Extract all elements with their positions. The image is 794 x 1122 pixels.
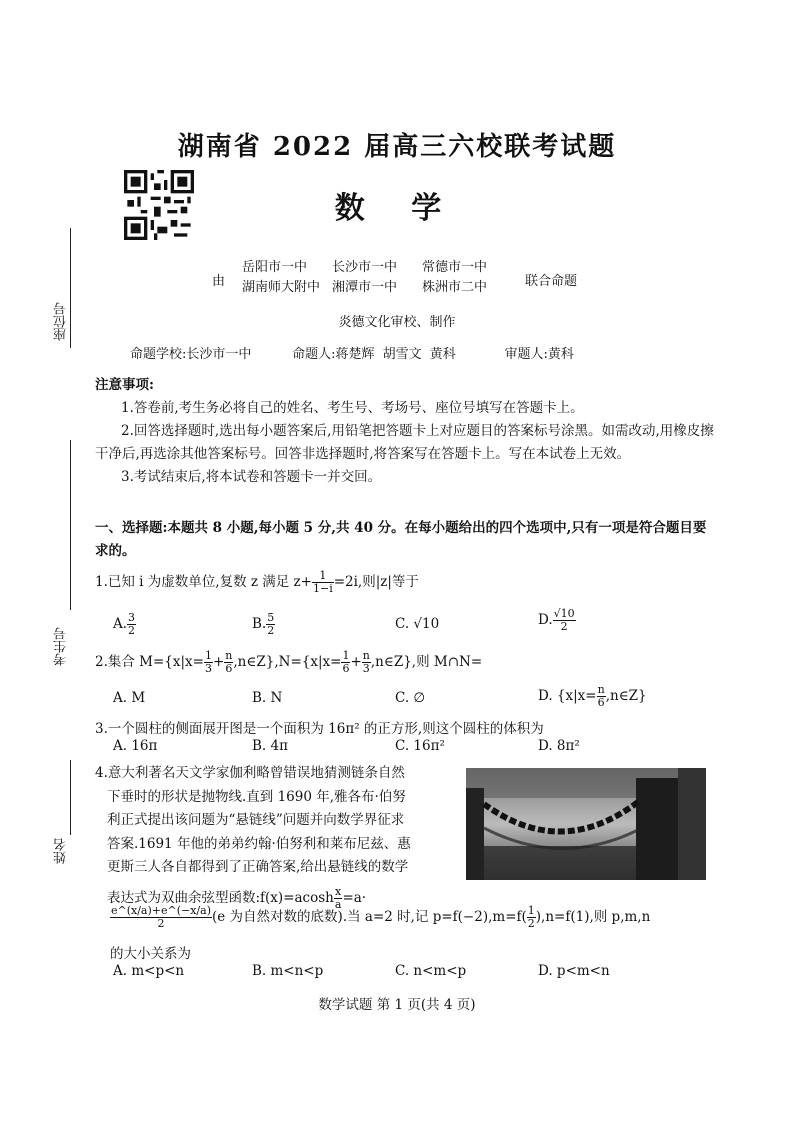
option-b: B. 4π	[252, 738, 288, 754]
question-text: =2i,则|z|等于	[333, 574, 419, 590]
option-b: B. m<n<p	[252, 963, 324, 979]
option-d: D. 8π²	[538, 738, 580, 754]
school-item: 岳阳市一中	[242, 260, 308, 275]
option-d: D. $\frac{√10}{2}$	[538, 607, 575, 633]
school-list	[242, 258, 517, 298]
school-item: 湘潭市一中	[332, 280, 398, 295]
exam-title: 湖南省 2022 届高三六校联考试题	[177, 132, 617, 162]
school-label: 命题学校:长沙市一中	[130, 347, 252, 362]
notes-section	[95, 374, 715, 489]
option-c: C. ∅	[395, 690, 426, 706]
name-label: 姓名	[54, 838, 69, 864]
question-4-cont: 的大小关系为	[110, 946, 191, 962]
section-heading: 一、选择题:本题共 8 小题,每小题 5 分,共 40 分。在每小题给出的四个选项中,只有一项是符合题目要求的。	[95, 520, 707, 559]
chain-photo	[466, 768, 706, 880]
qr-code	[124, 170, 194, 240]
option-a: A. $\frac{3}{2}$	[113, 611, 136, 637]
seat-number-label: 座位号	[54, 302, 69, 341]
exam-id-label: 考生号	[54, 627, 69, 666]
notes-heading: 注意事项:	[95, 377, 154, 393]
school-item: 株洲市二中	[422, 280, 488, 295]
option-c: C. n<m<p	[395, 963, 467, 979]
option-c: C. 16π²	[395, 738, 445, 754]
question-3: 3.一个圆柱的侧面展开图是一个面积为 16π² 的正方形,则这个圆柱的体积为	[95, 721, 544, 737]
question-text: 1.已知 i 为虚数单位,复数 z 满足 z+	[95, 574, 312, 590]
option-b: B. N	[252, 690, 283, 706]
note-item: 3.考试结束后,将本试卷和答题卡一并交回。	[121, 469, 382, 485]
page-footer: 数学试题 第 1 页(共 4 页)	[318, 997, 476, 1013]
setters-label: 命题人:蒋楚辉 胡雪文 黄科	[292, 347, 456, 362]
question-4-cont: $\frac{e\^{}(x/a)+e\^{}(-x/a)}{2}$ (e 为自然对数的底数).当 a=2 时,记 p=f(−2),m=f( $\frac{1}{2}$ ),n=f(1),则 p,m,n	[111, 904, 651, 930]
option-d: D. p<m<n	[538, 963, 610, 979]
option-a: A. 16π	[113, 738, 158, 754]
school-item: 长沙市一中	[332, 260, 398, 275]
option-b: B. $\frac{5}{2}$	[252, 611, 275, 637]
option-c: C. √10	[395, 616, 440, 632]
review-line: 炎德文化审校、制作	[338, 315, 456, 330]
joint-label: 联合命题	[525, 274, 578, 289]
school-item: 湖南师大附中	[242, 280, 321, 295]
option-a: A. M	[113, 690, 146, 706]
question-4: 4.意大利著名天文学家伽利略曾错误地猜测链条自然 下垂时的形状是抛物线.直到 1690 年,雅各布·伯努 利正式提出该问题为“悬链线”问题并向数学界征求 答案.1691 年他的弟弟约翰·伯努利和莱布尼兹、惠 更斯三人各自都得到了正确答案,给出悬链线的数学 表达式为双曲余弦型函数:f(x)=acosh $\frac{x}{a}$ =a·	[95, 765, 411, 911]
subject-title: 数 学	[334, 191, 460, 226]
fraction: $\frac{1}{1-i}$	[312, 569, 333, 595]
option-d: D. {x|x= $\frac{n}{6}$ ,n∈Z}	[538, 683, 647, 709]
note-item: 2.回答选择题时,选出每小题答案后,用铅笔把答题卡上对应题目的答案标号涂黑。如需改动,用橡皮擦干净后,再选涂其他答案标号。回答非选择题时,将答案写在答题卡上。写在本试卷上无效。	[95, 423, 714, 462]
school-item: 常德市一中	[422, 260, 488, 275]
margin-line	[70, 440, 71, 610]
option-a: A. m<p<n	[113, 963, 185, 979]
reviewer-label: 审题人:黄科	[504, 347, 574, 362]
by-label: 由	[212, 274, 226, 289]
margin-line	[70, 760, 71, 835]
question-1	[95, 570, 419, 595]
question-2: 2.集合 M={x|x= $\frac{1}{3}$ + $\frac{n}{6}$ ,n∈Z},N={x|x= $\frac{1}{6}$ + $\frac{n}{3}$ ,n∈Z},则 M∩N=	[95, 649, 483, 675]
note-item: 1.答卷前,考生务必将自己的姓名、考生号、考场号、座位号填写在答题卡上。	[121, 400, 584, 416]
setters-line	[130, 343, 574, 362]
